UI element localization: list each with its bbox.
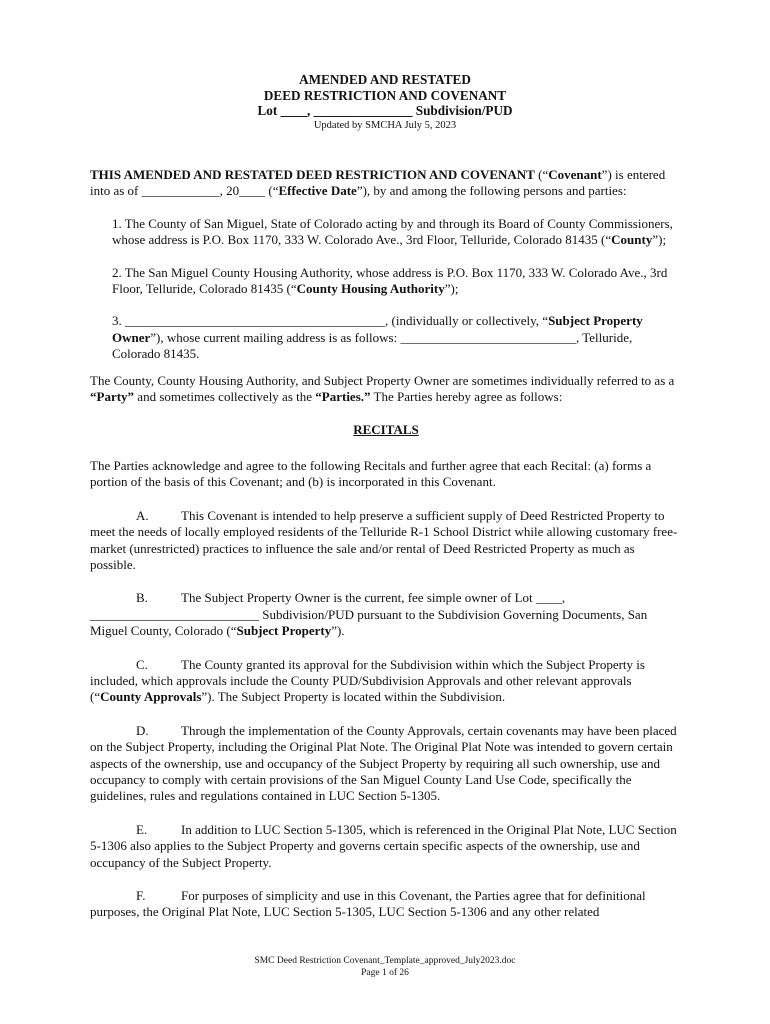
intro-text-3: ”), by and among the following persons and parties: xyxy=(356,183,627,199)
recital-d-text: Through the implementation of the County Approvals, certain covenants may have been placed on the Subject Property, including the Original Plat Note. The Original Plat Note was intended to govern certain aspects of the ownership, use and occupancy of the Subject Property by requiring all such ownership, use and occupancy to comply with certain provisions of the San Miguel County Land Use Code, specifically the guidelines, rules and regulations contained in LUC Section 5-1305. xyxy=(90,722,677,804)
recital-c-end: ”). The Subject Property is located within the Subdivision. xyxy=(201,689,506,705)
recital-b xyxy=(90,590,682,639)
recital-e-label: E. xyxy=(136,821,148,837)
party-3-text: 3. ________________________________________, (individually or collectively, “ xyxy=(112,313,549,329)
recital-d xyxy=(90,723,682,805)
party-item-1 xyxy=(112,216,682,249)
recitals-heading: RECITALS xyxy=(353,422,419,438)
parties-definition-paragraph xyxy=(90,373,682,406)
party-term: “Party” xyxy=(90,389,135,405)
recital-c xyxy=(90,657,682,706)
party-1-term: County xyxy=(611,232,653,248)
party-item-3 xyxy=(112,313,682,362)
recitals-intro: The Parties acknowledge and agree to the following Recitals and further agree that each Recital: (a) forms a portion of the basis of this Covenant; and (b) is incorporated in this Covenant. xyxy=(90,457,652,490)
title-line-3: Lot ____, _______________ Subdivision/PUD xyxy=(257,103,513,119)
recital-f-label: F. xyxy=(136,888,146,903)
recital-c-label: C. xyxy=(136,656,148,672)
recital-f-text: For purposes of simplicity and use in this Covenant, the Parties agree that for definitional purposes, the Original Plat Note, LUC Section 5-1305, LUC Section 5-1306 and any other related xyxy=(90,888,646,920)
intro-text-2: ”) is entered into as of ____________, 20____ (“ xyxy=(90,167,666,199)
recital-b-end: ”). xyxy=(331,623,345,639)
party-item-2 xyxy=(112,265,682,298)
intro-text-1: (“ xyxy=(534,167,549,182)
recital-c-text: The County granted its approval for the Subdivision within which the Subject Property is included, which approvals include the County PUD/Subdivision Approvals and other relevant approvals (“ xyxy=(90,656,645,705)
intro-effective-date-term: Effective Date xyxy=(278,183,357,199)
parties-text-3: The Parties hereby agree as follows: xyxy=(370,389,563,405)
recital-f xyxy=(90,888,682,921)
recital-c-term: County Approvals xyxy=(100,689,202,705)
document-body xyxy=(90,167,682,938)
recital-b-text: The Subject Property Owner is the current, fee simple owner of Lot ____, __________________________ Subdivision/PUD pursuant to the Subdivision Governing Documents, San Miguel County, Colorado (“ xyxy=(90,590,648,639)
party-2-term: County Housing Authority xyxy=(296,281,445,297)
party-1-text: 1. The County of San Miguel, State of Colorado acting by and through its Board of County Commissioners, whose address is P.O. Box 1170, 333 W. Colorado Ave., 3rd Floor, Telluride, Colorado 81435 (“ xyxy=(112,215,673,248)
recital-d-label: D. xyxy=(136,722,149,738)
party-3-term: Subject Property Owner xyxy=(112,313,643,345)
recital-b-term: Subject Property xyxy=(236,623,332,639)
party-3-end: ”), whose current mailing address is as follows: ___________________________, Telluride, Colorado 81435. xyxy=(112,329,633,362)
recital-e-text: In addition to LUC Section 5-1305, which is referenced in the Original Plat Note, LUC Section 5-1306 also applies to the Subject Property and governs certain specific aspects of the ownership, use and occupancy of the Subject Property. xyxy=(90,821,677,870)
intro-covenant-term: Covenant xyxy=(548,167,602,182)
party-1-end: ”); xyxy=(652,232,667,248)
title-line-1: AMENDED AND RESTATED xyxy=(299,72,471,87)
intro-paragraph xyxy=(90,167,682,200)
recital-a-label: A. xyxy=(136,507,149,523)
recital-a-text: This Covenant is intended to help preserve a sufficient supply of Deed Restricted Property to meet the needs of locally employed residents of the Telluride R-1 School District while allowing customary free-market (unrestricted) practices to influence the sale and/or rental of Deed Restricted Property as much as possible. xyxy=(90,507,678,572)
footer-filename: SMC Deed Restriction Covenant_Template_approved_July2023.doc xyxy=(254,956,516,966)
page-footer xyxy=(0,955,770,979)
intro-bold-title: THIS AMENDED AND RESTATED DEED RESTRICTION AND COVENANT xyxy=(90,167,535,182)
parties-term: “Parties.” xyxy=(315,389,371,405)
title-line-2: DEED RESTRICTION AND COVENANT xyxy=(263,87,507,103)
recital-a xyxy=(90,508,682,574)
party-2-text: 2. The San Miguel County Housing Authority, whose address is P.O. Box 1170, 333 W. Colorado Ave., 3rd Floor, Telluride, Colorado 81435 (“ xyxy=(112,264,668,297)
document-header xyxy=(0,72,770,132)
recital-e xyxy=(90,822,682,871)
parties-text-1: The County, County Housing Authority, and Subject Property Owner are sometimes individually referred to as a xyxy=(90,372,675,388)
footer-page-number: Page 1 of 26 xyxy=(361,968,409,978)
party-2-end: ”); xyxy=(444,281,459,297)
recital-b-label: B. xyxy=(136,590,148,606)
parties-text-2: and sometimes collectively as the xyxy=(134,389,316,405)
updated-note: Updated by SMCHA July 5, 2023 xyxy=(313,119,457,131)
